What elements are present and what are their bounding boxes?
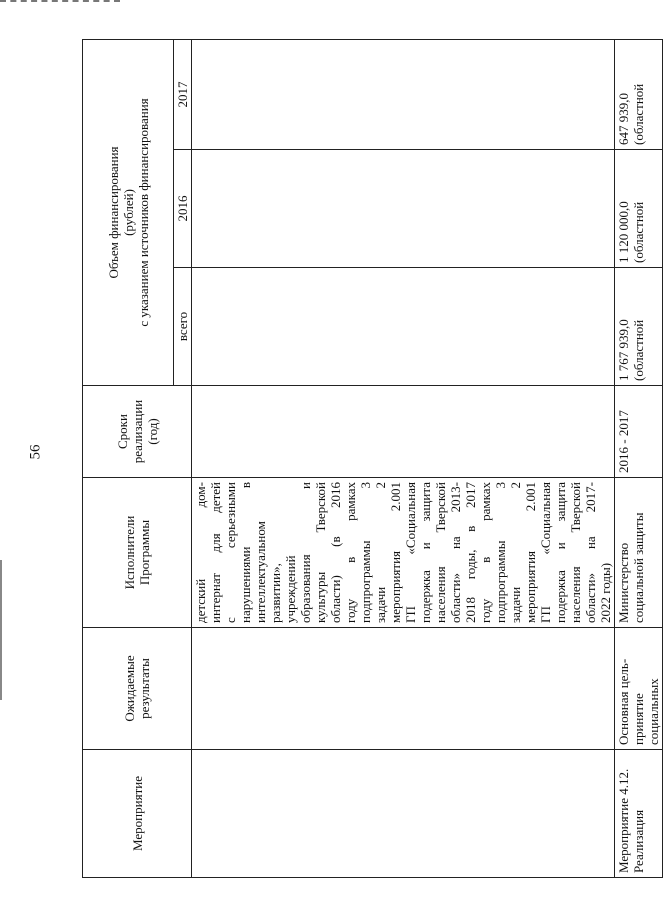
header-funding-line: Объем финансирования	[105, 146, 121, 279]
header-activity-text: Мероприятие	[129, 776, 145, 851]
executor-text-line: нарушениями в	[238, 482, 253, 623]
executor-text-line: интеллектуальном	[253, 521, 268, 623]
executor-text-line: культуры Тверской	[313, 482, 328, 623]
cell-activity	[615, 750, 663, 878]
executor-text-line: области» на 2013-	[448, 482, 463, 623]
executor-text-line: учреждений	[283, 555, 298, 623]
scan-edge-top	[0, 0, 120, 8]
header-terms-line: Сроки	[114, 414, 130, 449]
header-terms	[83, 386, 192, 478]
cell-executors	[192, 478, 615, 628]
executor-text-line: подержка и защита	[553, 482, 568, 623]
executor-text-line: населения Тверской	[568, 482, 583, 623]
executor-text-line: мероприятия 2.001	[523, 482, 538, 623]
y2017-line: 647 939,0	[616, 93, 631, 145]
page-number: 56	[27, 444, 44, 460]
cell-results	[615, 628, 663, 750]
executor-line: социальной защиты	[631, 512, 646, 623]
header-activity	[83, 750, 192, 878]
header-results-line: результаты	[137, 658, 152, 719]
rotated-table-frame	[82, 40, 661, 878]
total-line: (областной	[631, 319, 646, 381]
executor-text-line: подпрограммы 3	[493, 482, 508, 623]
cell-terms	[615, 386, 663, 478]
executor-text-line: детский дом-	[193, 482, 208, 623]
header-total: всего	[174, 268, 192, 386]
terms-value: 2016 - 2017	[616, 410, 631, 473]
header-executors-line: Программы	[137, 519, 152, 586]
table-canvas	[82, 40, 661, 878]
executor-text-line: мероприятия 2.001	[388, 482, 403, 623]
header-2016: 2016	[174, 150, 192, 268]
header-executors	[83, 478, 192, 628]
y2016-line: 1 120 000,0	[616, 201, 631, 263]
executor-text-line: образования и	[298, 482, 313, 623]
y2017-line: (областной	[631, 83, 646, 145]
header-results-line: Ожидаемые	[122, 655, 137, 722]
cell-2016	[615, 150, 663, 268]
cell-activity-empty	[192, 750, 615, 878]
header-funding-line: с указанием источников финансирования	[135, 98, 151, 327]
executor-text-line: 2018 годы, в 2017	[463, 482, 478, 623]
header-terms-line: (год)	[144, 418, 160, 445]
executor-text-line: интернат для детей	[208, 482, 223, 623]
header-results	[83, 628, 192, 750]
header-executors-line: Исполнители	[122, 515, 137, 590]
executor-text-line: населения Тверской	[433, 482, 448, 623]
cell-total	[615, 268, 663, 386]
executor-text-line: задачи 2	[373, 482, 388, 623]
cell-results-empty	[192, 628, 615, 750]
executor-text-line: подержка и защита	[418, 482, 433, 623]
executor-line: Министерство	[616, 542, 631, 623]
executor-text-line: развитии»,	[268, 563, 283, 623]
cell-2017	[615, 39, 663, 149]
results-line: принятие социальных	[631, 678, 661, 745]
executor-text-line: ГП «Социальная	[538, 482, 553, 623]
total-line: 1 767 939,0	[616, 319, 631, 381]
table-row-continued	[192, 39, 615, 877]
header-funding	[83, 39, 174, 385]
cell-2017-empty	[192, 39, 615, 149]
cell-total-empty	[192, 268, 615, 386]
cell-executor	[615, 478, 663, 628]
financing-table	[82, 39, 663, 878]
y2016-line: (областной	[631, 201, 646, 263]
executor-text-line: году в рамках	[343, 482, 358, 623]
executor-text-line: задачи 2	[508, 482, 523, 623]
executor-text-line: подпрограммы 3	[358, 482, 373, 623]
executor-text-line: году в рамках	[478, 482, 493, 623]
scan-edge-left-mark	[0, 560, 10, 700]
executor-text-line: с серьезными	[223, 482, 238, 623]
executor-text-line: области) (в 2016	[328, 482, 343, 623]
header-row	[83, 39, 174, 877]
header-2017: 2017	[174, 39, 192, 149]
executor-text-line: области» на 2017-	[583, 482, 598, 623]
header-funding-line: (рублей)	[120, 189, 136, 236]
table-row-activity-4-12	[615, 39, 663, 877]
activity-line: Мероприятие 4.12.	[616, 768, 631, 873]
executor-text-line: 2022 годы)	[598, 562, 613, 623]
results-line: Основная цель-	[616, 658, 631, 745]
cell-terms-empty	[192, 386, 615, 478]
header-terms-line: реализации	[129, 399, 145, 464]
cell-2016-empty	[192, 150, 615, 268]
executor-text-line: ГП «Социальная	[403, 482, 418, 623]
activity-line: Реализация	[631, 809, 646, 873]
